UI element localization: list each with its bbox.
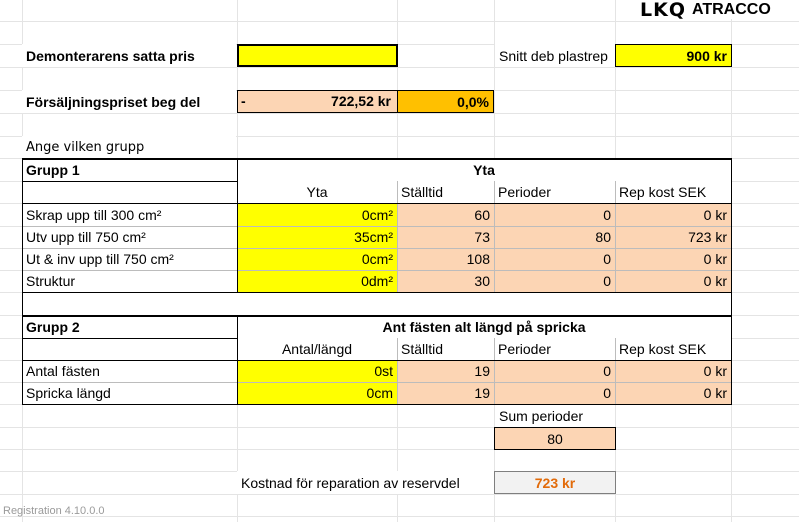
forsalj-value-cell <box>237 90 398 113</box>
g2-row-label: Antal fästen <box>26 363 100 379</box>
sum-perioder-value: 80 <box>494 427 616 450</box>
kostnad-label: Kostnad för reparation av reservdel <box>237 471 494 494</box>
forsalj-percent: 0,0% <box>397 90 494 113</box>
sum-perioder-label: Sum perioder <box>495 405 615 427</box>
g1-row-label: Struktur <box>26 273 76 289</box>
g1-row-kost: 723 kr <box>615 226 731 248</box>
g2-row-perioder: 0 <box>494 360 615 382</box>
g1-row-input[interactable]: 0dm² <box>237 270 397 292</box>
g1-row-kost: 0 kr <box>615 270 731 292</box>
g2-row-perioder: 0 <box>494 382 615 404</box>
group1-section-title: Yta <box>473 161 495 178</box>
snitt-value-input[interactable]: 900 kr <box>615 44 732 67</box>
demont-label: Demonterarens satta pris <box>22 44 236 67</box>
g1-row-label: Skrap upp till 300 cm² <box>26 206 162 223</box>
ange-grupp-label: Ange vilken grupp <box>22 136 236 158</box>
g2-row-kost: 0 kr <box>615 360 731 382</box>
g1-row-perioder: 0 <box>494 248 615 270</box>
kostnad-value: 723 kr <box>494 471 616 494</box>
g1-row-kost: 0 kr <box>615 248 731 270</box>
group2-header-perioder: Perioder <box>498 341 551 357</box>
g1-row-input[interactable]: 0cm² <box>237 203 397 226</box>
group1-header-yta: Yta <box>306 184 328 200</box>
g1-row-perioder: 80 <box>494 226 615 248</box>
forsalj-dash: - <box>241 93 246 109</box>
group2-header-stalltid: Ställtid <box>401 341 444 357</box>
registration-version: Registration 4.10.0.0 <box>3 505 105 517</box>
group2-header-kost: Rep kost SEK <box>619 341 707 357</box>
snitt-label: Snitt deb plastrep <box>495 44 615 67</box>
group2-title: Grupp 2 <box>26 318 80 335</box>
brand-logo <box>640 0 799 19</box>
g2-row-stalltid: 19 <box>397 382 494 404</box>
demont-price-input[interactable] <box>237 44 398 67</box>
g1-row-label: Utv upp till 750 cm² <box>26 229 146 245</box>
group-spacer-row <box>23 293 731 315</box>
g2-row-stalltid: 19 <box>397 360 494 382</box>
g1-row-input[interactable]: 35cm² <box>237 226 397 248</box>
g2-row-kost: 0 kr <box>615 382 731 404</box>
g1-row-stalltid: 108 <box>397 248 494 270</box>
g2-row-input[interactable]: 0st <box>237 360 397 382</box>
g2-row-input[interactable]: 0cm <box>237 382 397 404</box>
g1-row-stalltid: 73 <box>397 226 494 248</box>
g1-row-stalltid: 30 <box>397 270 494 292</box>
g1-row-kost: 0 kr <box>615 203 731 226</box>
forsalj-label: Försäljningspriset beg del <box>22 90 236 113</box>
atracco-logo-text: ATRACCO <box>691 0 771 18</box>
group2-header-antal: Antal/längd <box>281 341 353 357</box>
group1-header-kost: Rep kost SEK <box>619 184 707 200</box>
group1-header-stalltid: Ställtid <box>401 184 444 200</box>
g1-row-perioder: 0 <box>494 270 615 292</box>
group1-header-perioder: Perioder <box>498 184 551 200</box>
lkq-logo-text: LKQ <box>640 0 686 21</box>
g1-row-input[interactable]: 0cm² <box>237 248 397 270</box>
group2-section-title: Ant fästen alt längd på spricka <box>382 318 586 335</box>
g1-row-perioder: 0 <box>494 203 615 226</box>
g2-row-label: Spricka längd <box>26 385 111 401</box>
group1-title: Grupp 1 <box>26 161 80 178</box>
g1-row-stalltid: 60 <box>397 203 494 226</box>
g1-row-label: Ut & inv upp till 750 cm² <box>26 251 174 267</box>
forsalj-value: 722,52 kr <box>331 93 391 109</box>
